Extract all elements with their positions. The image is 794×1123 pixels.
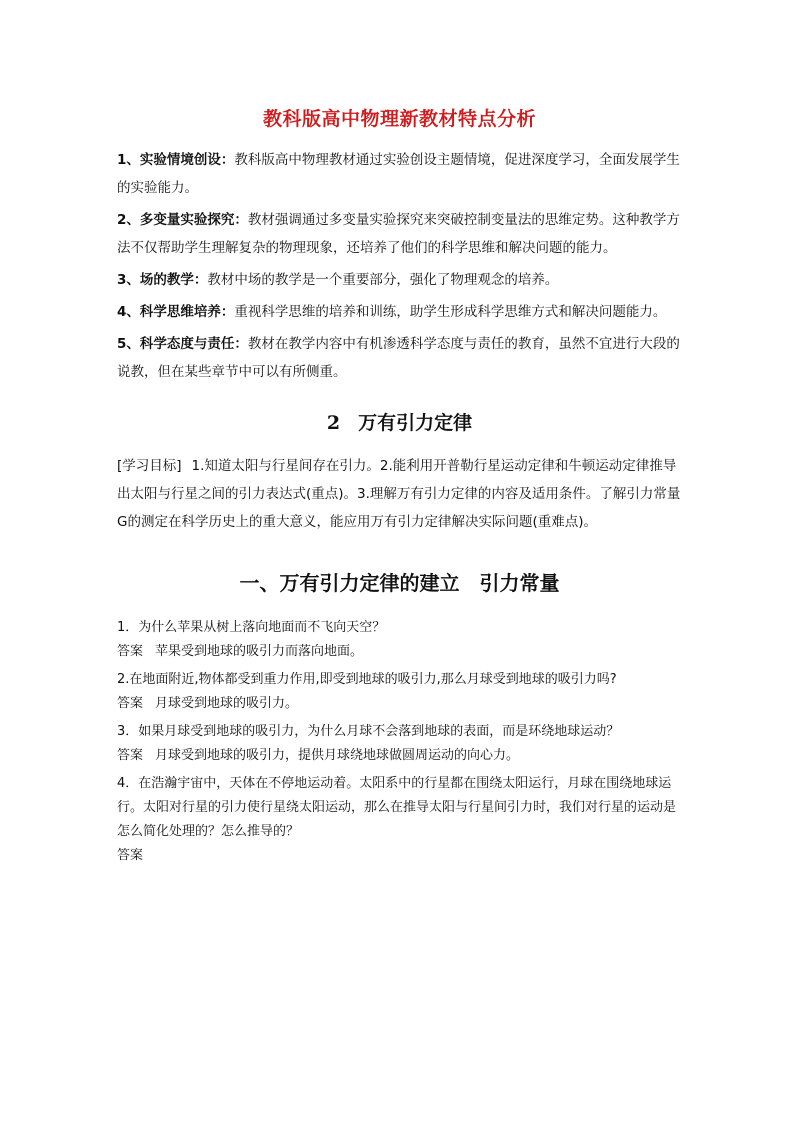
feature-text: 教材在教学内容中有机渗透科学态度与责任的教育，虽然不宜进行大段的说教，但在某些章节中可以有所侧重。 (117, 336, 680, 380)
section-title: 万有引力定律 (358, 412, 473, 434)
answer-label: 答案 (117, 848, 144, 863)
feature-item (117, 266, 682, 294)
feature-text: 教材中场的教学是一个重要部分，强化了物理观念的培养。 (207, 272, 559, 288)
document-title: 教科版高中物理新教材特点分析 (262, 108, 536, 130)
question: 3．如果月球受到地球的吸引力，为什么月球不会落到地球的表面，而是环绕地球运动？ (117, 724, 620, 739)
answer-label: 答案 (117, 748, 144, 763)
learning-objectives (117, 452, 682, 536)
feature-item (117, 146, 682, 202)
feature-item (117, 206, 682, 262)
feature-lead: 5、科学态度与责任： (117, 336, 248, 352)
feature-text: 重视科学思维的培养和训练，助学生形成科学思维方式和解决问题能力。 (234, 304, 667, 320)
subsection-heading: 一、万有引力定律的建立 引力常量 (239, 571, 560, 595)
question: 1．为什么苹果从树上落向地面而不飞向天空？ (117, 620, 386, 635)
answer-text: 月球受到地球的吸引力。 (155, 696, 299, 711)
feature-lead: 1、实验情境创设： (117, 152, 235, 168)
section-number: 2 (326, 412, 341, 434)
section-heading (117, 408, 682, 438)
answer-text: 苹果受到地球的吸引力而落向地面。 (155, 644, 364, 659)
answer-label: 答案 (117, 696, 144, 711)
answer (117, 692, 682, 716)
answer (117, 744, 682, 768)
objectives-tag: [学习目标] (117, 458, 182, 474)
question: 2.在地面附近,物体都受到重力作用,即受到地球的吸引力,那么月球受到地球的吸引力吗? (117, 672, 617, 687)
feature-text: 教科版高中物理教材通过实验创设主题情境，促进深度学习，全面发展学生的实验能力。 (117, 152, 680, 196)
feature-lead: 2、多变量实验探究： (117, 212, 248, 228)
question: 4．在浩瀚宇宙中，天体在不停地运动着。太阳系中的行星都在围绕太阳运行，月球在围绕地球运行。太阳对行星的引力使行星绕太阳运动，那么在推导太阳与行星间引力时，我们对行星的运动是怎么简化处理的？怎么推导的？ (117, 776, 677, 839)
answer-label: 答案 (117, 644, 144, 659)
feature-lead: 3、场的教学： (117, 272, 208, 288)
feature-item (117, 298, 682, 326)
answer-text: 月球受到地球的吸引力，提供月球绕地球做圆周运动的向心力。 (155, 748, 520, 763)
document-page (117, 102, 682, 872)
feature-item (117, 330, 682, 386)
feature-text: 教材强调通过多变量实验探究来突破控制变量法的思维定势。这种教学方法不仅帮助学生理解复杂的物理现象，还培养了他们的科学思维和解决问题的能力。 (117, 212, 680, 256)
feature-lead: 4、科学思维培养： (117, 304, 235, 320)
objectives-text: 1.知道太阳与行星间存在引力。2.能利用开普勒行星运动定律和牛顿运动定律推导出太阳与行星之间的引力表达式(重点)。3.理解万有引力定律的内容及适用条件。了解引力常量G的测定在科学历史上的重大意义，能应用万有引力定律解决实际问题(重难点)。 (117, 458, 681, 530)
answer (117, 640, 682, 664)
answer (117, 844, 682, 868)
